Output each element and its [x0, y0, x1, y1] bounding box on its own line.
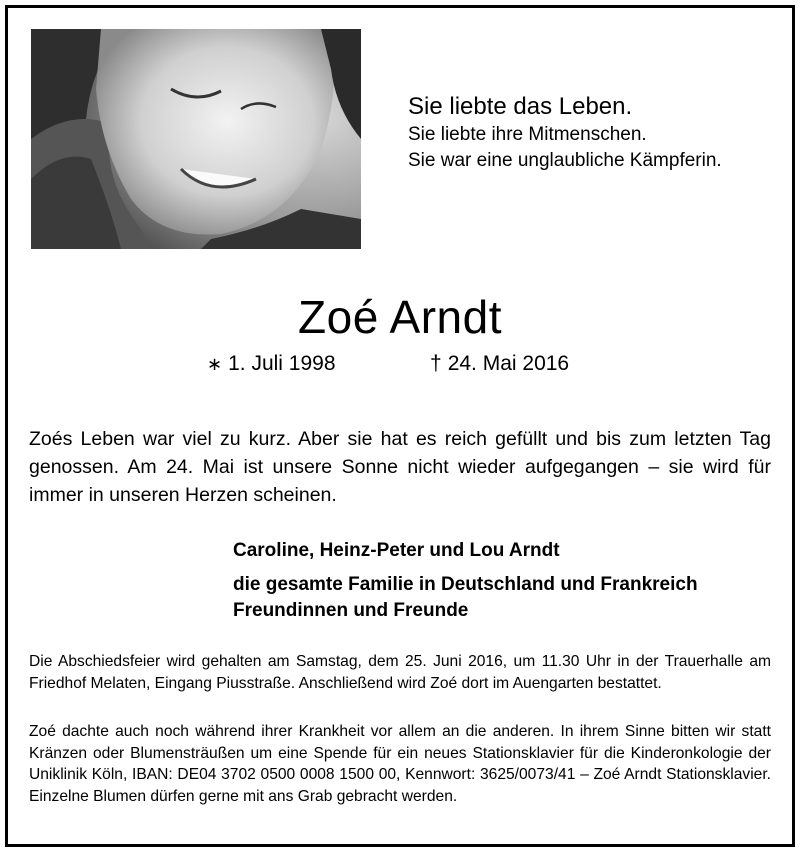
deceased-name: Zoé Arndt: [298, 291, 502, 343]
quote-line: Sie war eine unglaubliche Kämpferin.: [408, 150, 722, 171]
tribute-paragraph: Zoés Leben war viel zu kurz. Aber sie hat es reich gefüllt und bis zum letzten Tag genossen. Am 24. Mai ist unsere Sonne nicht wieder aufgegangen – sie wird für immer in unseren Herzen scheinen.: [29, 428, 771, 506]
portrait-photo: [31, 29, 361, 249]
quote-block: [408, 92, 722, 174]
death-date-text: 24. Mai 2016: [447, 352, 570, 375]
death-date: [430, 352, 569, 376]
signature-line: Caroline, Heinz-Peter und Lou Arndt: [233, 540, 560, 561]
signature-line: die gesamte Familie in Deutschland und Frankreich: [233, 574, 698, 595]
quote-line: Sie liebte das Leben.: [408, 93, 633, 120]
signature-line: Freundinnen und Freunde: [233, 600, 469, 621]
quote-line: Sie liebte ihre Mitmenschen.: [408, 124, 647, 145]
cross-symbol: †: [430, 352, 442, 375]
birth-date: [207, 352, 336, 376]
ceremony-paragraph: Die Abschiedsfeier wird gehalten am Samstag, dem 25. Juni 2016, um 11.30 Uhr in der Trauerhalle am Friedhof Melaten, Eingang Piusstraße. Anschließend wird Zoé dort im Auengarten bestattet.: [29, 653, 771, 692]
birth-symbol: ∗: [207, 354, 223, 374]
donation-paragraph: Zoé dachte auch noch während ihrer Krankheit vor allem an die anderen. In ihrem Sinne bitten wir statt Kränzen oder Blumensträußen um eine Spende für ein neues Stationsklavier für die Kinderonkologie der Uniklinik Köln, IBAN: DE04 3702 0500 0008 1500 00, Kennwort: 3625/0073/41 – Zoé Arndt Stationsklavier. Einzelne Blumen dürfen gerne mit ans Grab gebracht werden.: [29, 723, 771, 805]
birth-date-text: 1. Juli 1998: [228, 352, 336, 375]
